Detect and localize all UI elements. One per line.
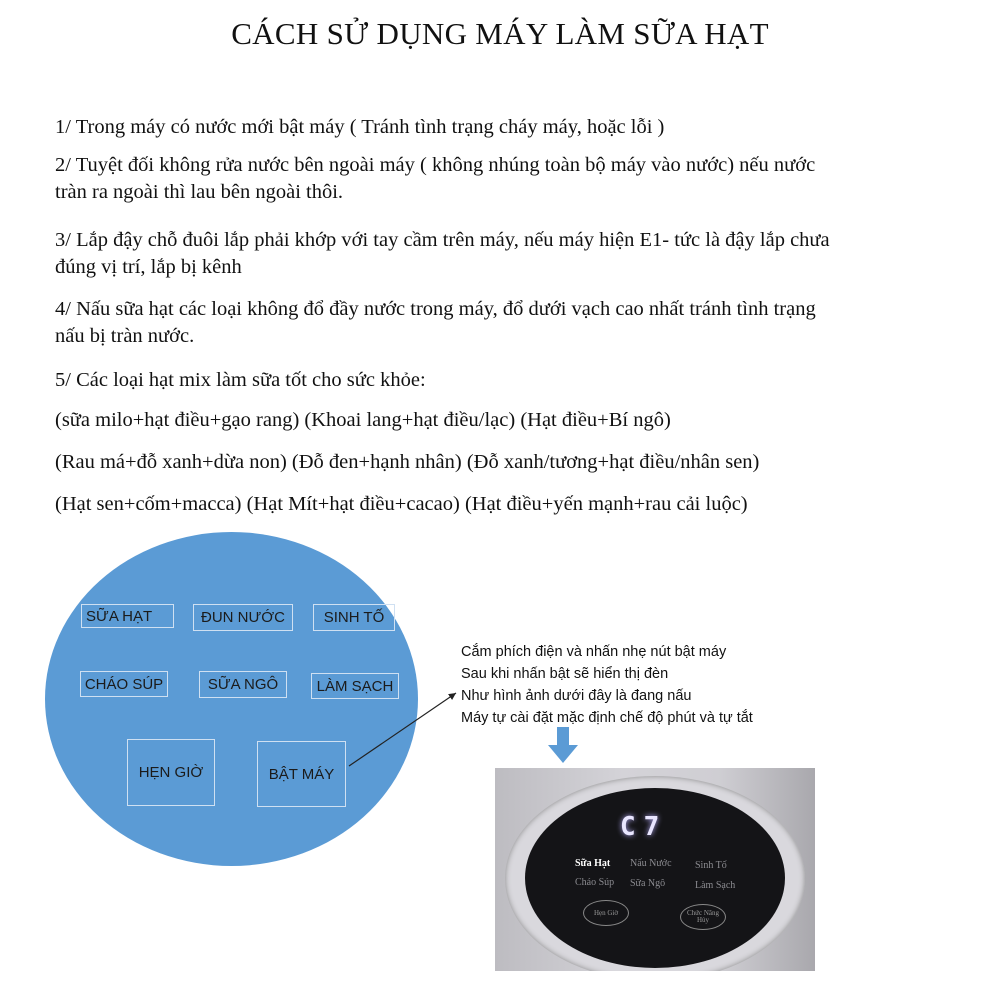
paragraph-1: 1/ Trong máy có nước mới bật máy ( Tránh tình trạng cháy máy, hoặc lỗi )	[55, 116, 665, 138]
annotation-line: Sau khi nhấn bật sẽ hiển thị đèn	[461, 666, 669, 682]
mix-line-2: (Rau má+đỗ xanh+dừa non) (Đỗ đen+hạnh nhân) (Đỗ xanh/tương+hạt điều/nhân sen)	[55, 451, 760, 473]
diagram-button-hen-gio: HẸN GIỜ	[127, 739, 215, 806]
mix-line-3: (Hạt sen+cốm+macca) (Hạt Mít+hạt điều+cacao) (Hạt điều+yến mạnh+rau cải luộc)	[55, 493, 748, 515]
annotation-line: Máy tự cài đặt mặc định chế độ phút và tự tắt	[461, 710, 753, 726]
photo-button: Hẹn Giờ	[583, 900, 629, 926]
page-title: CÁCH SỬ DỤNG MÁY LÀM SỮA HẠT	[231, 16, 769, 51]
photo-label: Sinh Tố	[695, 860, 727, 871]
photo-label: Nấu Nước	[630, 858, 672, 869]
paragraph-3: 3/ Lắp đậy chỗ đuôi lắp phải khớp với tay cầm trên máy, nếu máy hiện E1- tức là đậy lắp chưa	[55, 229, 830, 251]
paragraph-2: 2/ Tuyệt đối không rửa nước bên ngoài máy ( không nhúng toàn bộ máy vào nước) nếu nước	[55, 154, 816, 176]
machine-photo	[495, 768, 815, 971]
machine-panel	[525, 788, 785, 968]
paragraph-4-cont: nấu bị tràn nước.	[55, 325, 195, 347]
mix-line-1: (sữa milo+hạt điều+gạo rang) (Khoai lang+hạt điều/lạc) (Hạt điều+Bí ngô)	[55, 409, 671, 431]
diagram-button-sua-hat: SỮA HẠT	[81, 604, 174, 628]
photo-button: Chức Năng Hủy	[680, 904, 726, 930]
diagram-button-lam-sach: LÀM SẠCH	[311, 673, 399, 699]
photo-label: Sữa Ngô	[630, 878, 666, 889]
down-arrow-icon	[548, 727, 578, 763]
photo-label: Làm Sạch	[695, 880, 736, 891]
instructions-annotation	[461, 641, 753, 729]
paragraph-4: 4/ Nấu sữa hạt các loại không đổ đầy nước trong máy, đổ dưới vạch cao nhất tránh tình trạng	[55, 298, 816, 320]
photo-label: Cháo Súp	[575, 877, 615, 888]
annotation-line: Cắm phích điện và nhấn nhẹ nút bật máy	[461, 644, 727, 660]
diagram-button-sinh-to: SINH TỐ	[313, 604, 395, 631]
paragraph-2-cont: tràn ra ngoài thì lau bên ngoài thôi.	[55, 181, 344, 203]
paragraph-3-cont: đúng vị trí, lắp bị kênh	[55, 256, 242, 278]
diagram-button-dun-nuoc: ĐUN NƯỚC	[193, 604, 293, 631]
diagram-button-chao-sup: CHÁO SÚP	[80, 671, 168, 697]
led-display: C7	[620, 812, 668, 842]
annotation-line: Như hình ảnh dưới đây là đang nấu	[461, 688, 692, 704]
diagram-button-bat-may: BẬT MÁY	[257, 741, 346, 807]
paragraph-5: 5/ Các loại hạt mix làm sữa tốt cho sức khỏe:	[55, 369, 426, 391]
photo-label: Sữa Hạt	[575, 858, 611, 869]
diagram-button-sua-ngo: SỮA NGÔ	[199, 671, 287, 698]
